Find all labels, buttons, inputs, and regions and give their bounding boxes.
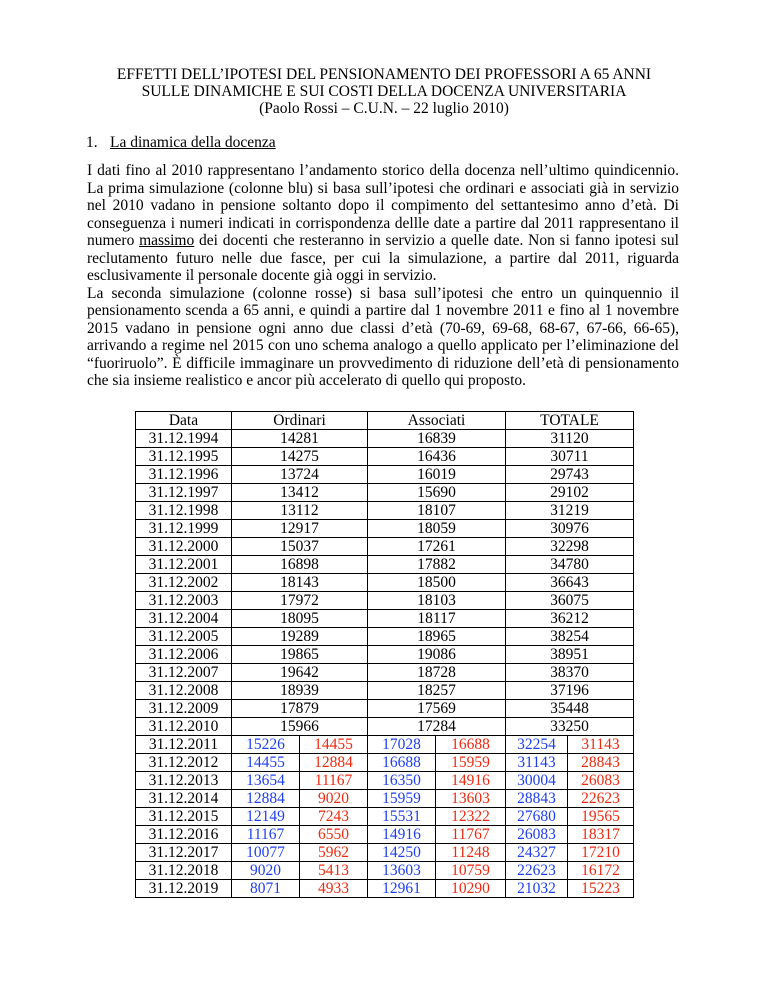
associati-70-cell: 15531 [368, 808, 436, 826]
ordinari-cell: 17879 [232, 700, 368, 718]
associati-cell: 18059 [368, 520, 506, 538]
paragraph-1 [87, 162, 679, 285]
totale-cell: 33250 [506, 718, 634, 736]
associati-65-cell: 16688 [436, 736, 506, 754]
totale-cell: 38951 [506, 646, 634, 664]
totale-70-cell: 31143 [506, 754, 568, 772]
associati-65-cell: 11248 [436, 844, 506, 862]
totale-cell: 31219 [506, 502, 634, 520]
table-row [136, 772, 634, 790]
associati-65-cell: 11767 [436, 826, 506, 844]
date-cell: 31.12.2007 [136, 664, 232, 682]
title-line-2: SULLE DINAMICHE E SUI COSTI DELLA DOCENZA UNIVERSITARIA [141, 83, 627, 100]
totale-cell: 30711 [506, 448, 634, 466]
title-line-3: (Paolo Rossi – C.U.N. – 22 luglio 2010) [259, 100, 509, 117]
ordinari-65-cell: 12884 [300, 754, 368, 772]
ordinari-65-cell: 5413 [300, 862, 368, 880]
table-row [136, 718, 634, 736]
paragraph-2: La seconda simulazione (colonne rosse) si basa sull’ipotesi che entro un quinquennio il pensionamento scenda a 65 anni, e quindi a partire dal 1 novembre 2011 e fino al 1 novembre 2015 vadano in pensione ogni anno due classi d’età (70-69, 69-68, 68-67, 67-66, 66-65), arrivando a regime nel 2015 con uno schema analogo a quello applicato per l’eliminazione del “fuoriruolo”. È difficile immaginare un provvedimento di riduzione dell’età di pensionamento che sia insieme realistico e ancor più accelerato di quello qui proposto. [87, 284, 679, 389]
date-cell: 31.12.2010 [136, 718, 232, 736]
date-cell: 31.12.2008 [136, 682, 232, 700]
table-row [136, 736, 634, 754]
associati-65-cell: 12322 [436, 808, 506, 826]
ordinari-cell: 14281 [232, 430, 368, 448]
table-row [136, 754, 634, 772]
date-cell: 31.12.2001 [136, 556, 232, 574]
table-row [136, 610, 634, 628]
table-row [136, 502, 634, 520]
ordinari-cell: 18095 [232, 610, 368, 628]
associati-70-cell: 12961 [368, 880, 436, 898]
ordinari-cell: 12917 [232, 520, 368, 538]
totale-cell: 32298 [506, 538, 634, 556]
date-cell: 31.12.2012 [136, 754, 232, 772]
date-cell: 31.12.2003 [136, 592, 232, 610]
ordinari-cell: 19289 [232, 628, 368, 646]
ordinari-cell: 19865 [232, 646, 368, 664]
associati-cell: 17284 [368, 718, 506, 736]
section-title: La dinamica della docenza [110, 134, 276, 151]
associati-cell: 15690 [368, 484, 506, 502]
associati-70-cell: 14250 [368, 844, 436, 862]
date-cell: 31.12.2014 [136, 790, 232, 808]
ordinari-70-cell: 14455 [232, 754, 300, 772]
header-associati: Associati [368, 412, 506, 430]
totale-70-cell: 27680 [506, 808, 568, 826]
ordinari-cell: 17972 [232, 592, 368, 610]
paragraph-1-text: I dati fino al 2010 rappresentano l’andamento storico della docenza nell’ultimo quindicennio. La prima simulazione (colonne blu) si basa sull’ipotesi che ordinari e associati già in servizio nel 2010 vadano in pensione soltanto dopo il compimento del settantesimo anno d’età. Di conseguenza i numeri indicati in corrispondenza dellle date a partire dal 2011 rappresentano il numero [87, 162, 679, 249]
associati-65-cell: 13603 [436, 790, 506, 808]
ordinari-65-cell: 4933 [300, 880, 368, 898]
ordinari-70-cell: 9020 [232, 862, 300, 880]
table-row [136, 430, 634, 448]
ordinari-65-cell: 6550 [300, 826, 368, 844]
table-row [136, 574, 634, 592]
date-cell: 31.12.2002 [136, 574, 232, 592]
associati-70-cell: 16688 [368, 754, 436, 772]
associati-cell: 18500 [368, 574, 506, 592]
totale-65-cell: 31143 [568, 736, 634, 754]
table-row [136, 700, 634, 718]
associati-cell: 18103 [368, 592, 506, 610]
associati-70-cell: 17028 [368, 736, 436, 754]
date-cell: 31.12.1997 [136, 484, 232, 502]
totale-cell: 30976 [506, 520, 634, 538]
associati-cell: 17569 [368, 700, 506, 718]
date-cell: 31.12.2018 [136, 862, 232, 880]
associati-70-cell: 15959 [368, 790, 436, 808]
totale-cell: 36212 [506, 610, 634, 628]
date-cell: 31.12.2005 [136, 628, 232, 646]
ordinari-70-cell: 12884 [232, 790, 300, 808]
ordinari-65-cell: 9020 [300, 790, 368, 808]
paragraph-1-end: dei docenti che resteranno in servizio a quelle date. Non si fanno ipotesi sul reclutamento futuro nelle due fasce, per cui la simulazione, a partire dal 2011, riguarda esclusivamente il personale docente già oggi in servizio. [87, 232, 679, 284]
ordinari-cell: 16898 [232, 556, 368, 574]
date-cell: 31.12.2016 [136, 826, 232, 844]
table-row [136, 484, 634, 502]
table-row [136, 880, 634, 898]
totale-cell: 31120 [506, 430, 634, 448]
totale-cell: 34780 [506, 556, 634, 574]
ordinari-cell: 18939 [232, 682, 368, 700]
table-row [136, 664, 634, 682]
date-cell: 31.12.2013 [136, 772, 232, 790]
ordinari-70-cell: 11167 [232, 826, 300, 844]
document-title [0, 66, 768, 117]
date-cell: 31.12.2009 [136, 700, 232, 718]
header-ordinari: Ordinari [232, 412, 368, 430]
ordinari-70-cell: 12149 [232, 808, 300, 826]
date-cell: 31.12.2017 [136, 844, 232, 862]
body-text [87, 162, 679, 390]
section-number: 1. [86, 134, 98, 151]
totale-cell: 29102 [506, 484, 634, 502]
date-cell: 31.12.1995 [136, 448, 232, 466]
totale-70-cell: 22623 [506, 862, 568, 880]
ordinari-70-cell: 8071 [232, 880, 300, 898]
table-row [136, 808, 634, 826]
ordinari-cell: 14275 [232, 448, 368, 466]
totale-65-cell: 22623 [568, 790, 634, 808]
totale-cell: 36075 [506, 592, 634, 610]
associati-cell: 18728 [368, 664, 506, 682]
table-row [136, 826, 634, 844]
date-cell: 31.12.2000 [136, 538, 232, 556]
table-row [136, 520, 634, 538]
ordinari-65-cell: 7243 [300, 808, 368, 826]
totale-70-cell: 26083 [506, 826, 568, 844]
table-body [136, 430, 634, 898]
date-cell: 31.12.1998 [136, 502, 232, 520]
associati-70-cell: 14916 [368, 826, 436, 844]
table-row [136, 646, 634, 664]
totale-65-cell: 15223 [568, 880, 634, 898]
table-row [136, 556, 634, 574]
totale-65-cell: 16172 [568, 862, 634, 880]
associati-cell: 17261 [368, 538, 506, 556]
associati-cell: 18965 [368, 628, 506, 646]
associati-cell: 18117 [368, 610, 506, 628]
associati-cell: 19086 [368, 646, 506, 664]
totale-70-cell: 30004 [506, 772, 568, 790]
header-totale: TOTALE [506, 412, 634, 430]
associati-cell: 18257 [368, 682, 506, 700]
ordinari-65-cell: 11167 [300, 772, 368, 790]
section-heading [86, 134, 276, 152]
table-row [136, 628, 634, 646]
totale-65-cell: 26083 [568, 772, 634, 790]
totale-65-cell: 18317 [568, 826, 634, 844]
table-row [136, 466, 634, 484]
totale-70-cell: 28843 [506, 790, 568, 808]
ordinari-65-cell: 5962 [300, 844, 368, 862]
associati-65-cell: 10290 [436, 880, 506, 898]
header-date: Data [136, 412, 232, 430]
ordinari-cell: 13724 [232, 466, 368, 484]
table-row [136, 862, 634, 880]
associati-70-cell: 16350 [368, 772, 436, 790]
associati-cell: 16436 [368, 448, 506, 466]
ordinari-cell: 15966 [232, 718, 368, 736]
table-row [136, 592, 634, 610]
ordinari-70-cell: 15226 [232, 736, 300, 754]
ordinari-cell: 19642 [232, 664, 368, 682]
date-cell: 31.12.2019 [136, 880, 232, 898]
table-row [136, 682, 634, 700]
docenza-table [135, 411, 634, 898]
date-cell: 31.12.1999 [136, 520, 232, 538]
table-row [136, 448, 634, 466]
date-cell: 31.12.2015 [136, 808, 232, 826]
associati-cell: 17882 [368, 556, 506, 574]
ordinari-cell: 13112 [232, 502, 368, 520]
associati-cell: 16839 [368, 430, 506, 448]
totale-70-cell: 32254 [506, 736, 568, 754]
associati-cell: 16019 [368, 466, 506, 484]
totale-65-cell: 17210 [568, 844, 634, 862]
totale-cell: 29743 [506, 466, 634, 484]
totale-cell: 38370 [506, 664, 634, 682]
totale-cell: 37196 [506, 682, 634, 700]
date-cell: 31.12.2011 [136, 736, 232, 754]
ordinari-cell: 18143 [232, 574, 368, 592]
associati-cell: 18107 [368, 502, 506, 520]
title-line-1: EFFETTI DELL’IPOTESI DEL PENSIONAMENTO DEI PROFESSORI A 65 ANNI [116, 66, 652, 83]
date-cell: 31.12.2004 [136, 610, 232, 628]
ordinari-cell: 13412 [232, 484, 368, 502]
paragraph-1-underlined-word: massimo [139, 232, 195, 249]
totale-70-cell: 21032 [506, 880, 568, 898]
associati-65-cell: 14916 [436, 772, 506, 790]
totale-cell: 38254 [506, 628, 634, 646]
date-cell: 31.12.1996 [136, 466, 232, 484]
ordinari-65-cell: 14455 [300, 736, 368, 754]
table-row [136, 844, 634, 862]
date-cell: 31.12.1994 [136, 430, 232, 448]
table-row [136, 538, 634, 556]
table-row [136, 790, 634, 808]
table-header-row [136, 412, 634, 430]
totale-cell: 35448 [506, 700, 634, 718]
ordinari-cell: 15037 [232, 538, 368, 556]
ordinari-70-cell: 13654 [232, 772, 300, 790]
ordinari-70-cell: 10077 [232, 844, 300, 862]
totale-70-cell: 24327 [506, 844, 568, 862]
date-cell: 31.12.2006 [136, 646, 232, 664]
totale-65-cell: 19565 [568, 808, 634, 826]
totale-65-cell: 28843 [568, 754, 634, 772]
associati-70-cell: 13603 [368, 862, 436, 880]
associati-65-cell: 15959 [436, 754, 506, 772]
associati-65-cell: 10759 [436, 862, 506, 880]
totale-cell: 36643 [506, 574, 634, 592]
